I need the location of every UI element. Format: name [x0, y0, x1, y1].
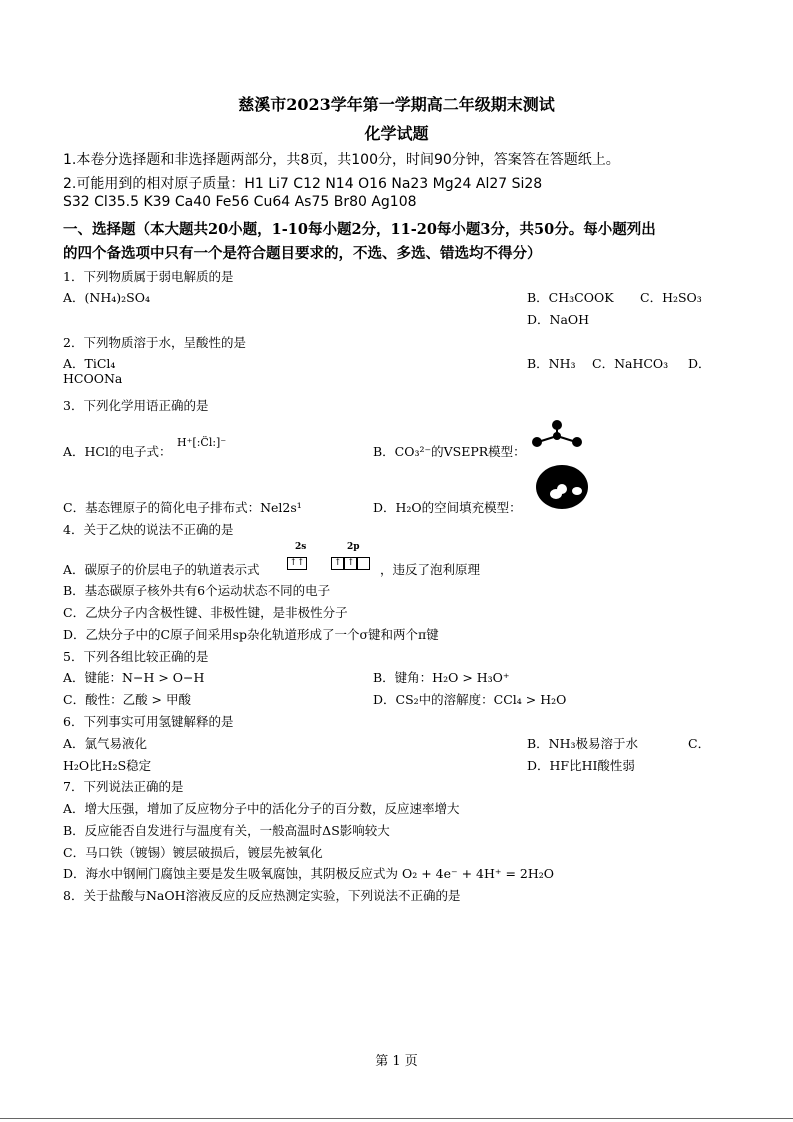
- q5-option-d: D．CS₂中的溶解度：CCl₄ > H₂O: [373, 692, 567, 707]
- page-bottom-divider: [0, 1118, 793, 1119]
- orbital-2p-label: 2p: [347, 542, 360, 552]
- q4-option-c: C．乙炔分子内含极性键、非极性键，是非极性分子: [63, 605, 348, 620]
- q2-option-d: D．: [688, 356, 711, 371]
- q1-option-d: D．NaOH: [527, 312, 590, 327]
- q4-option-a: A．碳原子的价层电子的轨道表示式: [63, 562, 260, 577]
- orbital-2s-box: ↑↑: [287, 557, 307, 570]
- q2-option-d-text: HCOONa: [63, 371, 123, 386]
- q3-hcl-electron-formula: H⁺[:C̈l:]⁻: [177, 436, 227, 449]
- q2-stem: 2．下列物质溶于水，呈酸性的是: [63, 335, 246, 350]
- orbital-2s-label: 2s: [295, 542, 307, 552]
- orbital-2p-box-1: ↑: [331, 557, 344, 570]
- orbital-2p-box-3: [357, 557, 370, 570]
- q1-option-b: B．CH₃COOK: [527, 290, 614, 305]
- q2-option-c: C．NaHCO₃: [592, 356, 669, 371]
- page-title: 慈溪市2023学年第一学期高二年级期末测试: [238, 95, 555, 114]
- note-1: 1.本卷分选择题和非选择题两部分，共8页，共100分，时间90分钟，答案答在答题纸上。: [63, 152, 620, 168]
- q1-stem: 1．下列物质属于弱电解质的是: [63, 269, 234, 284]
- page-subtitle: 化学试题: [364, 124, 429, 143]
- q3-option-d: D．H₂O的空间填充模型：: [373, 500, 522, 515]
- q4-option-d: D．乙炔分子中的C原子间采用sp杂化轨道形成了一个σ键和两个π键: [63, 627, 439, 642]
- q3-option-a: A．HCl的电子式：: [63, 444, 172, 459]
- q2-option-a: A．TiCl₄: [63, 356, 116, 371]
- q6-option-a: A．氯气易液化: [63, 736, 148, 751]
- note-3: S32 Cl35.5 K39 Ca40 Fe56 Cu64 As75 Br80 Ag108: [63, 194, 417, 210]
- space-filling-model-image: [532, 461, 592, 511]
- q5-stem: 5．下列各组比较正确的是: [63, 649, 209, 664]
- page-number: 第 1 页: [375, 1054, 418, 1069]
- q5-option-b: B．键角：H₂O > H₃O⁺: [373, 670, 510, 685]
- section-heading-line1: 一、选择题（本大题共20小题，1-10每小题2分，11-20每小题3分，共50分。每小题列出: [63, 221, 656, 238]
- q3-option-b: B．CO₃²⁻的VSEPR模型：: [373, 444, 526, 459]
- note-2: 2.可能用到的相对原子质量：H1 Li7 C12 N14 O16 Na23 Mg24 Al27 Si28: [63, 176, 543, 192]
- q6-option-d: D．HF比HI酸性弱: [527, 758, 635, 773]
- q3-option-c: C．基态锂原子的简化电子排布式：Nel2s¹: [63, 500, 302, 515]
- q6-option-c-text: H₂O比H₂S稳定: [63, 758, 152, 773]
- q6-option-b: B．NH₃极易溶于水: [527, 736, 639, 751]
- q6-stem: 6．下列事实可用氢键解释的是: [63, 714, 234, 729]
- orbital-2p-box-2: ↑: [344, 557, 357, 570]
- q7-option-b: B．反应能否自发进行与温度有关，一般高温时ΔS影响较大: [63, 823, 390, 838]
- vsepr-model-image: [528, 418, 586, 452]
- q8-stem: 8．关于盐酸与NaOH溶液反应的反应热测定实验，下列说法不正确的是: [63, 888, 461, 903]
- q3-stem: 3．下列化学用语正确的是: [63, 398, 209, 413]
- q5-option-c: C．酸性：乙酸 > 甲酸: [63, 692, 191, 707]
- q1-option-a: A．(NH₄)₂SO₄: [63, 290, 150, 305]
- q7-option-c: C．马口铁（镀锡）镀层破损后，镀层先被氧化: [63, 845, 323, 860]
- section-heading-line2: 的四个备选项中只有一个是符合题目要求的，不选、多选、错选均不得分）: [63, 245, 542, 262]
- q1-option-c: C．H₂SO₃: [640, 290, 702, 305]
- q4-option-a-tail: ，违反了泡利原理: [380, 562, 481, 577]
- q2-option-b: B．NH₃: [527, 356, 576, 371]
- q7-stem: 7．下列说法正确的是: [63, 779, 184, 794]
- q4-option-b: B．基态碳原子核外共有6个运动状态不同的电子: [63, 583, 331, 598]
- orbital-diagram: [287, 556, 370, 571]
- q4-stem: 4．关于乙炔的说法不正确的是: [63, 522, 234, 537]
- q7-option-d: D．海水中钢闸门腐蚀主要是发生吸氧腐蚀，其阴极反应式为 O₂ + 4e⁻ + 4H⁺ = 2H₂O: [63, 866, 555, 881]
- q7-option-a: A．增大压强，增加了反应物分子中的活化分子的百分数，反应速率增大: [63, 801, 460, 816]
- q5-option-a: A．键能：N−H > O−H: [63, 670, 205, 685]
- q6-option-c: C．: [688, 736, 711, 751]
